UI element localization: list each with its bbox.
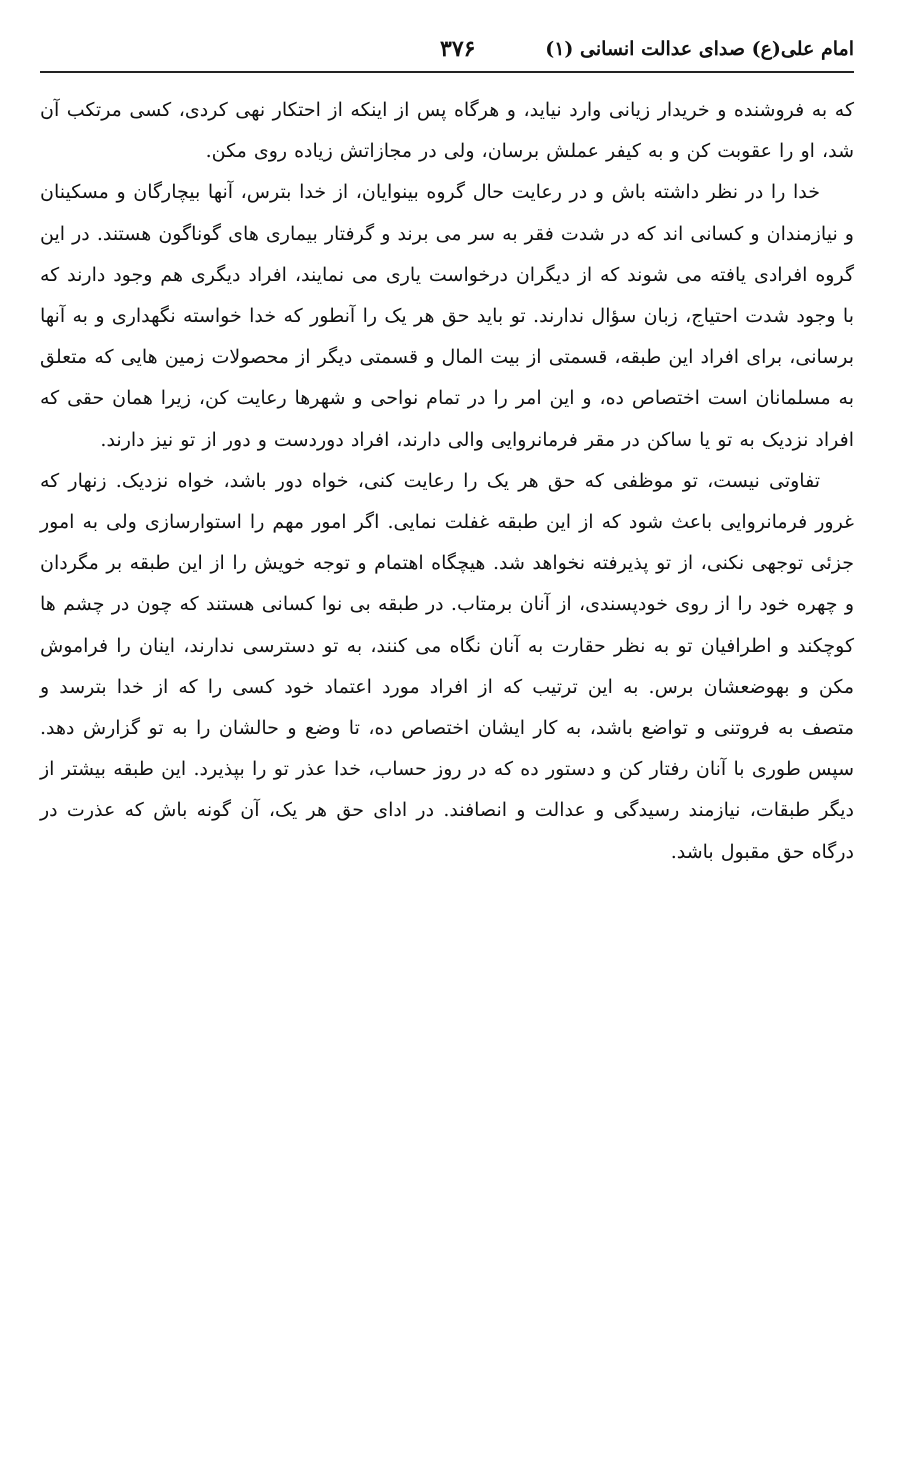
page-header — [40, 32, 854, 70]
running-title: امام علی(ع) صدای عدالت انسانی (۱) — [545, 38, 854, 60]
header-divider — [40, 71, 854, 73]
paragraph-1: که به فروشنده و خریدار زیانی وارد نیاید، و هرگاه پس از اینکه از احتکار نهی کردی، کسی مرتکب آن شد، او را عقوبت کن و به کیفر عملش برسان، ولی در مجازاتش زیاده روی مکن. — [40, 99, 854, 163]
paragraph-2: خدا را در نظر داشته باش و در رعایت حال گروه بینوایان، از خدا بترس، آنها بیچارگان و مسکینان و نیازمندان و کسانی اند که در شدت فقر به سر می برند و گرفتار بیماری های گوناگون هستند. در این گروه افرادی یافته می شوند که از دیگران درخواست یاری می نمایند، افراد دیگری هم وجود دارند که با وجود شدت احتیاج، زبان سؤال ندارند. تو باید حق هر یک را آنطور که خدا خواسته نگهداری و به آنها برسانی، برای افراد این طبقه، قسمتی از بیت المال و قسمتی دیگر از محصولات زمین هایی که متعلق به مسلمانان است اختصاص ده، و این امر را در تمام نواحی و شهرها رعایت کن، زیرا همان حقی که افراد نزدیک به تو یا ساکن در مقر فرمانروایی والی دارند، افراد دوردست و دور از تو نیز دارند. — [40, 181, 854, 451]
body-text — [40, 90, 854, 1439]
page-number: ۳۷۶ — [440, 36, 476, 62]
paragraph-3: تفاوتی نیست، تو موظفی که حق هر یک را رعایت کنی، خواه دور باشد، خواه نزدیک. زنهار که غرور فرمانروایی باعث شود که از این طبقه غفلت نمایی. اگر امور مهم را استوارسازی ولی به امور جزئی توجهی نکنی، از تو پذیرفته نخواهد شد. هیچگاه اهتمام و توجه خویش را از این طبقه بر مگردان و چهره خود را از روی خودپسندی، از آنان برمتاب. در طبقه بی نوا کسانی هستند که چون در چشم ها کوچکند و اطرافیان تو به نظر حقارت به آنان نگاه می کنند، به تو دسترسی ندارند، اینان را فراموش مکن و بهوضعشان برس. به این ترتیب که از افراد مورد اعتماد خود کسی را که از خدا بترسد و متصف به فروتنی و تواضع باشد، به کار ایشان اختصاص ده، تا وضع و حالشان را به تو گزارش دهد. سپس طوری با آنان رفتار کن و دستور ده که در روز حساب، خدا عذر تو را بپذیرد. این طبقه بیشتر از دیگر طبقات، نیازمند رسیدگی و عدالت و انصافند. در ادای حق هر یک، آن گونه باش که عذرت در درگاه حق مقبول باشد. — [40, 469, 854, 863]
